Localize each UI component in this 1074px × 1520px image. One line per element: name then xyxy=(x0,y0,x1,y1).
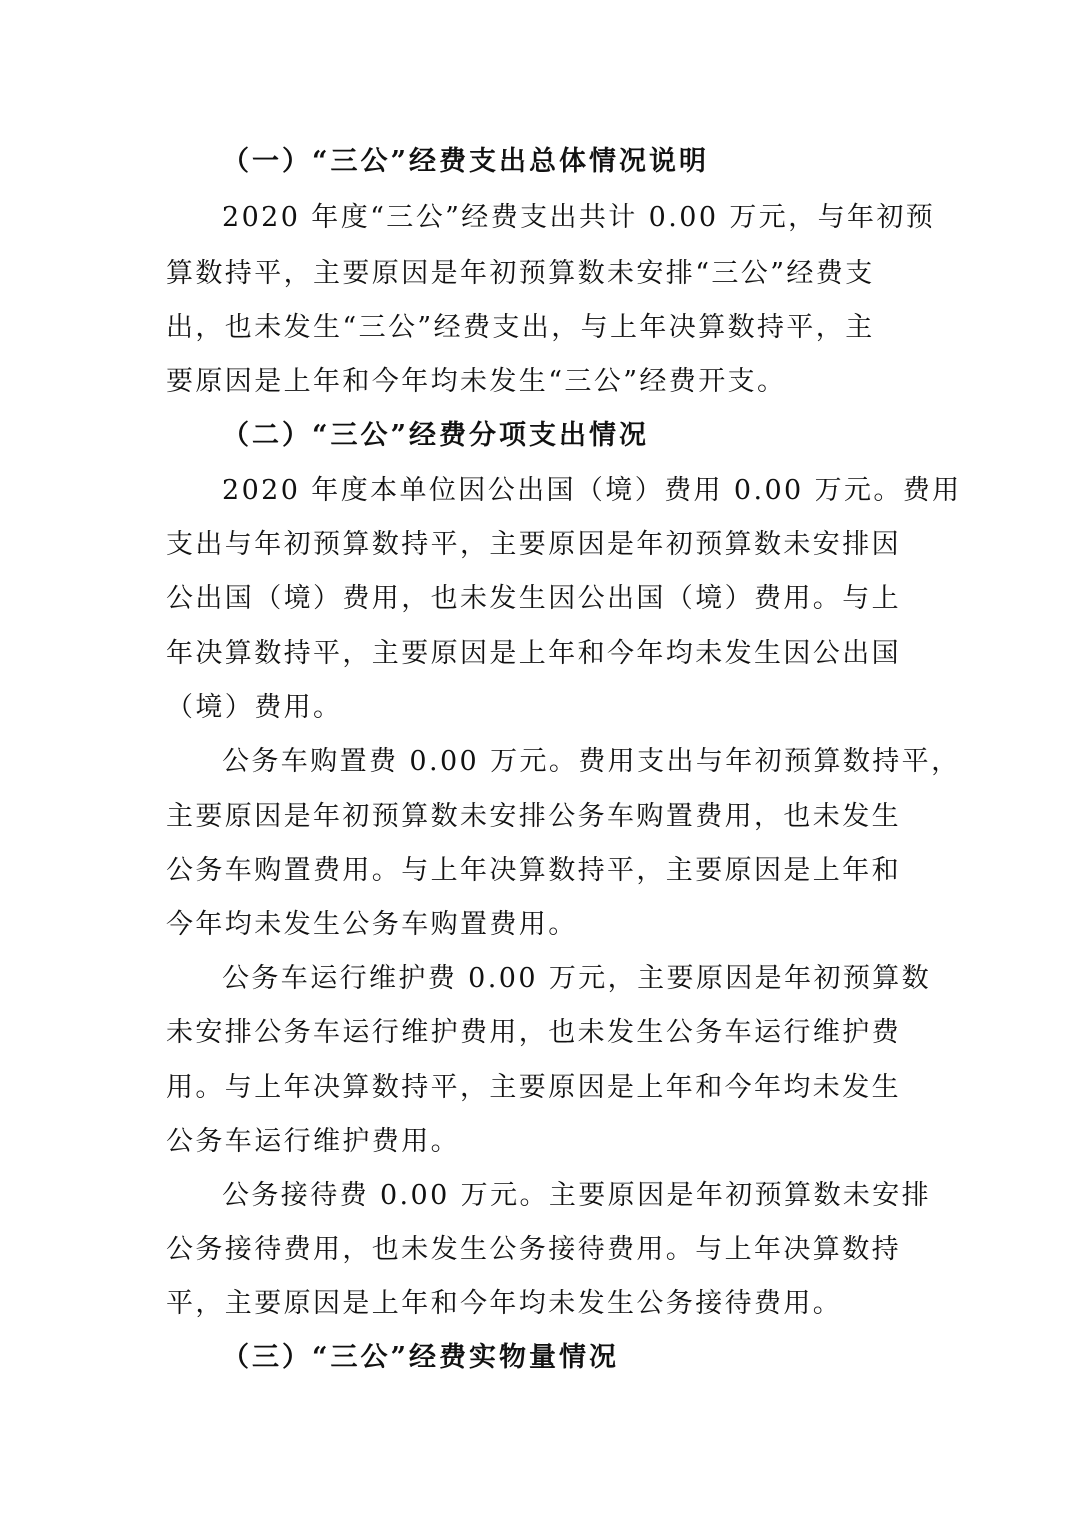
section-1-paragraph-line: 算数持平，主要原因是年初预算数未安排“三公”经费支 xyxy=(166,258,875,289)
section-2-para-1-line: 2020 年度本单位因公出国（境）费用 0.00 万元。费用 xyxy=(222,475,962,506)
section-2-para-3-line: 公务车运行维护费用。 xyxy=(166,1126,460,1157)
section-2-para-2-line: 公务车购置费 0.00 万元。费用支出与年初预算数持平， xyxy=(222,746,961,777)
section-2-para-1-line: 支出与年初预算数持平，主要原因是年初预算数未安排因 xyxy=(166,529,901,560)
section-2-para-1-line: （境）费用。 xyxy=(166,692,343,723)
section-2-para-1-line: 年决算数持平，主要原因是上年和今年均未发生因公出国 xyxy=(166,638,901,669)
section-2-heading: （二）“三公”经费分项支出情况 xyxy=(222,420,650,451)
section-2-para-3-line: 未安排公务车运行维护费用，也未发生公务车运行维护费 xyxy=(166,1017,901,1048)
section-3-heading: （三）“三公”经费实物量情况 xyxy=(222,1342,620,1373)
section-1-paragraph-line: 2020 年度“三公”经费支出共计 0.00 万元，与年初预 xyxy=(222,202,936,233)
section-2-para-3-line: 公务车运行维护费 0.00 万元，主要原因是年初预算数 xyxy=(222,963,932,994)
section-1-paragraph-line: 要原因是上年和今年均未发生“三公”经费开支。 xyxy=(166,366,787,397)
section-1-paragraph-line: 出，也未发生“三公”经费支出，与上年决算数持平，主 xyxy=(166,312,875,343)
section-2-para-2-line: 今年均未发生公务车购置费用。 xyxy=(166,909,578,940)
section-2-para-4-line: 平，主要原因是上年和今年均未发生公务接待费用。 xyxy=(166,1288,843,1319)
section-1-heading: （一）“三公”经费支出总体情况说明 xyxy=(222,146,710,177)
section-2-para-3-line: 用。与上年决算数持平，主要原因是上年和今年均未发生 xyxy=(166,1072,901,1103)
section-2-para-4-line: 公务接待费用，也未发生公务接待费用。与上年决算数持 xyxy=(166,1234,901,1265)
section-2-para-1-line: 公出国（境）费用，也未发生因公出国（境）费用。与上 xyxy=(166,583,901,614)
section-2-para-2-line: 主要原因是年初预算数未安排公务车购置费用，也未发生 xyxy=(166,801,901,832)
section-2-para-4-line: 公务接待费 0.00 万元。主要原因是年初预算数未安排 xyxy=(222,1180,932,1211)
section-2-para-2-line: 公务车购置费用。与上年决算数持平，主要原因是上年和 xyxy=(166,855,901,886)
